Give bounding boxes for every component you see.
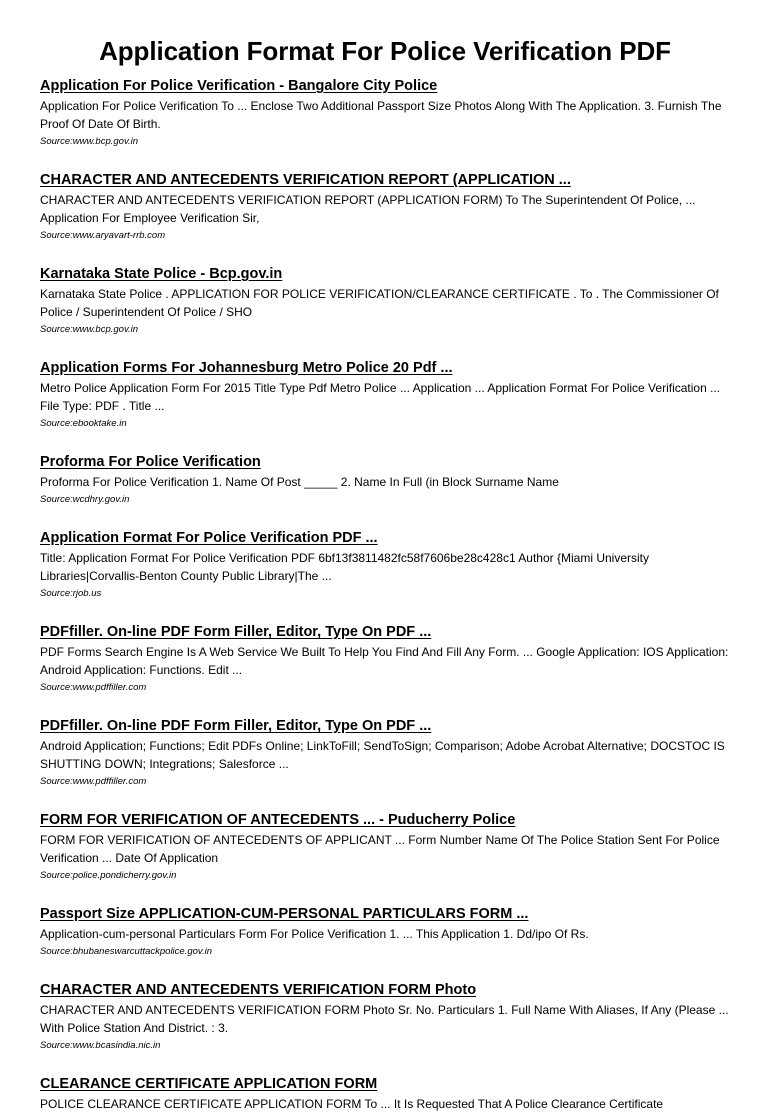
- result-source: Source:www.bcp.gov.in: [40, 136, 139, 147]
- result-snippet: Application For Police Verification To ... Enclose Two Additional Passport Size Photos Along With The Application. 3. Furnish The Proof Of Date Of Birth.: [40, 99, 722, 131]
- result-snippet: Android Application; Functions; Edit PDFs Online; LinkToFill; SendToSign; Comparison; Adobe Acrobat Alternative; DOCSTOC IS SHUTTING DOWN; Integrations; Salesforce ...: [40, 739, 725, 771]
- result-snippet: FORM FOR VERIFICATION OF ANTECEDENTS OF APPLICANT ... Form Number Name Of The Police Station Sent For Police Verification ... Date Of Application: [40, 833, 720, 865]
- result-snippet: CHARACTER AND ANTECEDENTS VERIFICATION REPORT (APPLICATION FORM) To The Superintendent Of Police, ... Application For Employee Verification Sir,: [40, 193, 696, 225]
- result-snippet: Metro Police Application Form For 2015 Title Type Pdf Metro Police ... Application ... Application Format For Police Verification ... File Type: PDF . Title ...: [40, 381, 721, 413]
- result-item: [40, 1075, 730, 1113]
- result-snippet: PDF Forms Search Engine Is A Web Service We Built To Help You Find And Fill Any Form. ... Google Application: IOS Application: Android Application: Functions. Edit ...: [40, 645, 729, 677]
- result-source: Source:police.pondicherry.gov.in: [40, 870, 177, 881]
- result-title-link[interactable]: Application Forms For Johannesburg Metro Police 20 Pdf ...: [40, 360, 453, 376]
- result-source: Source:www.pdffiller.com: [40, 682, 147, 693]
- result-title-link[interactable]: Passport Size APPLICATION-CUM-PERSONAL PARTICULARS FORM ...: [40, 906, 529, 922]
- result-source: Source:www.bcp.gov.in: [40, 324, 139, 335]
- result-item: [40, 171, 730, 242]
- result-item: [40, 529, 730, 600]
- result-item: [40, 811, 730, 882]
- result-snippet: Application-cum-personal Particulars Form For Police Verification 1. ... This Application 1. Dd/ipo Of Rs.: [40, 927, 589, 941]
- result-source: Source:wcdhry.gov.in: [40, 494, 130, 505]
- result-item: [40, 717, 730, 788]
- result-item: [40, 265, 730, 336]
- result-title-link[interactable]: CLEARANCE CERTIFICATE APPLICATION FORM: [40, 1076, 378, 1092]
- result-title-link[interactable]: Application Format For Police Verification PDF ...: [40, 530, 378, 546]
- result-item: [40, 359, 730, 430]
- result-source: Source:bhubaneswarcuttackpolice.gov.in: [40, 946, 212, 957]
- result-source: Source:rjob.us: [40, 588, 102, 599]
- result-item: [40, 981, 730, 1052]
- result-item: [40, 905, 730, 958]
- result-source: Source:www.bcasindia.nic.in: [40, 1040, 161, 1051]
- result-source: Source:www.aryavart-rrb.com: [40, 230, 166, 241]
- result-snippet: Karnataka State Police . APPLICATION FOR POLICE VERIFICATION/CLEARANCE CERTIFICATE . To . The Commissioner Of Police / Superintendent Of Police / SHO: [40, 287, 719, 319]
- result-title-link[interactable]: Application For Police Verification - Bangalore City Police: [40, 78, 438, 94]
- result-title-link[interactable]: PDFfiller. On-line PDF Form Filler, Editor, Type On PDF ...: [40, 624, 432, 640]
- result-snippet: POLICE CLEARANCE CERTIFICATE APPLICATION FORM To ... It Is Requested That A Police Clearance Certificate: [40, 1097, 664, 1111]
- result-title-link[interactable]: Karnataka State Police - Bcp.gov.in: [40, 266, 283, 282]
- result-title-link[interactable]: FORM FOR VERIFICATION OF ANTECEDENTS ... - Puducherry Police: [40, 812, 516, 828]
- result-snippet: CHARACTER AND ANTECEDENTS VERIFICATION FORM Photo Sr. No. Particulars 1. Full Name With Aliases, If Any (Please ... With Police Station And District. : 3.: [40, 1003, 729, 1035]
- page-title: Application Format For Police Verification PDF: [99, 36, 671, 66]
- result-item: [40, 623, 730, 694]
- result-title-link[interactable]: Proforma For Police Verification: [40, 454, 261, 470]
- result-snippet: Proforma For Police Verification 1. Name Of Post _____ 2. Name In Full (in Block Surname Name: [40, 475, 559, 489]
- result-title-link[interactable]: CHARACTER AND ANTECEDENTS VERIFICATION REPORT (APPLICATION ...: [40, 172, 571, 188]
- result-snippet: Title: Application Format For Police Verification PDF 6bf13f3811482fc58f7606be28c428c1 Author {Miami University Libraries|Corvallis-Benton County Public Library|The ...: [40, 551, 649, 583]
- result-item: [40, 453, 730, 506]
- result-source: Source:ebooktake.in: [40, 418, 127, 429]
- result-title-link[interactable]: PDFfiller. On-line PDF Form Filler, Editor, Type On PDF ...: [40, 718, 432, 734]
- result-source: Source:www.pdffiller.com: [40, 776, 147, 787]
- result-item: [40, 77, 730, 148]
- result-title-link[interactable]: CHARACTER AND ANTECEDENTS VERIFICATION FORM Photo: [40, 982, 477, 998]
